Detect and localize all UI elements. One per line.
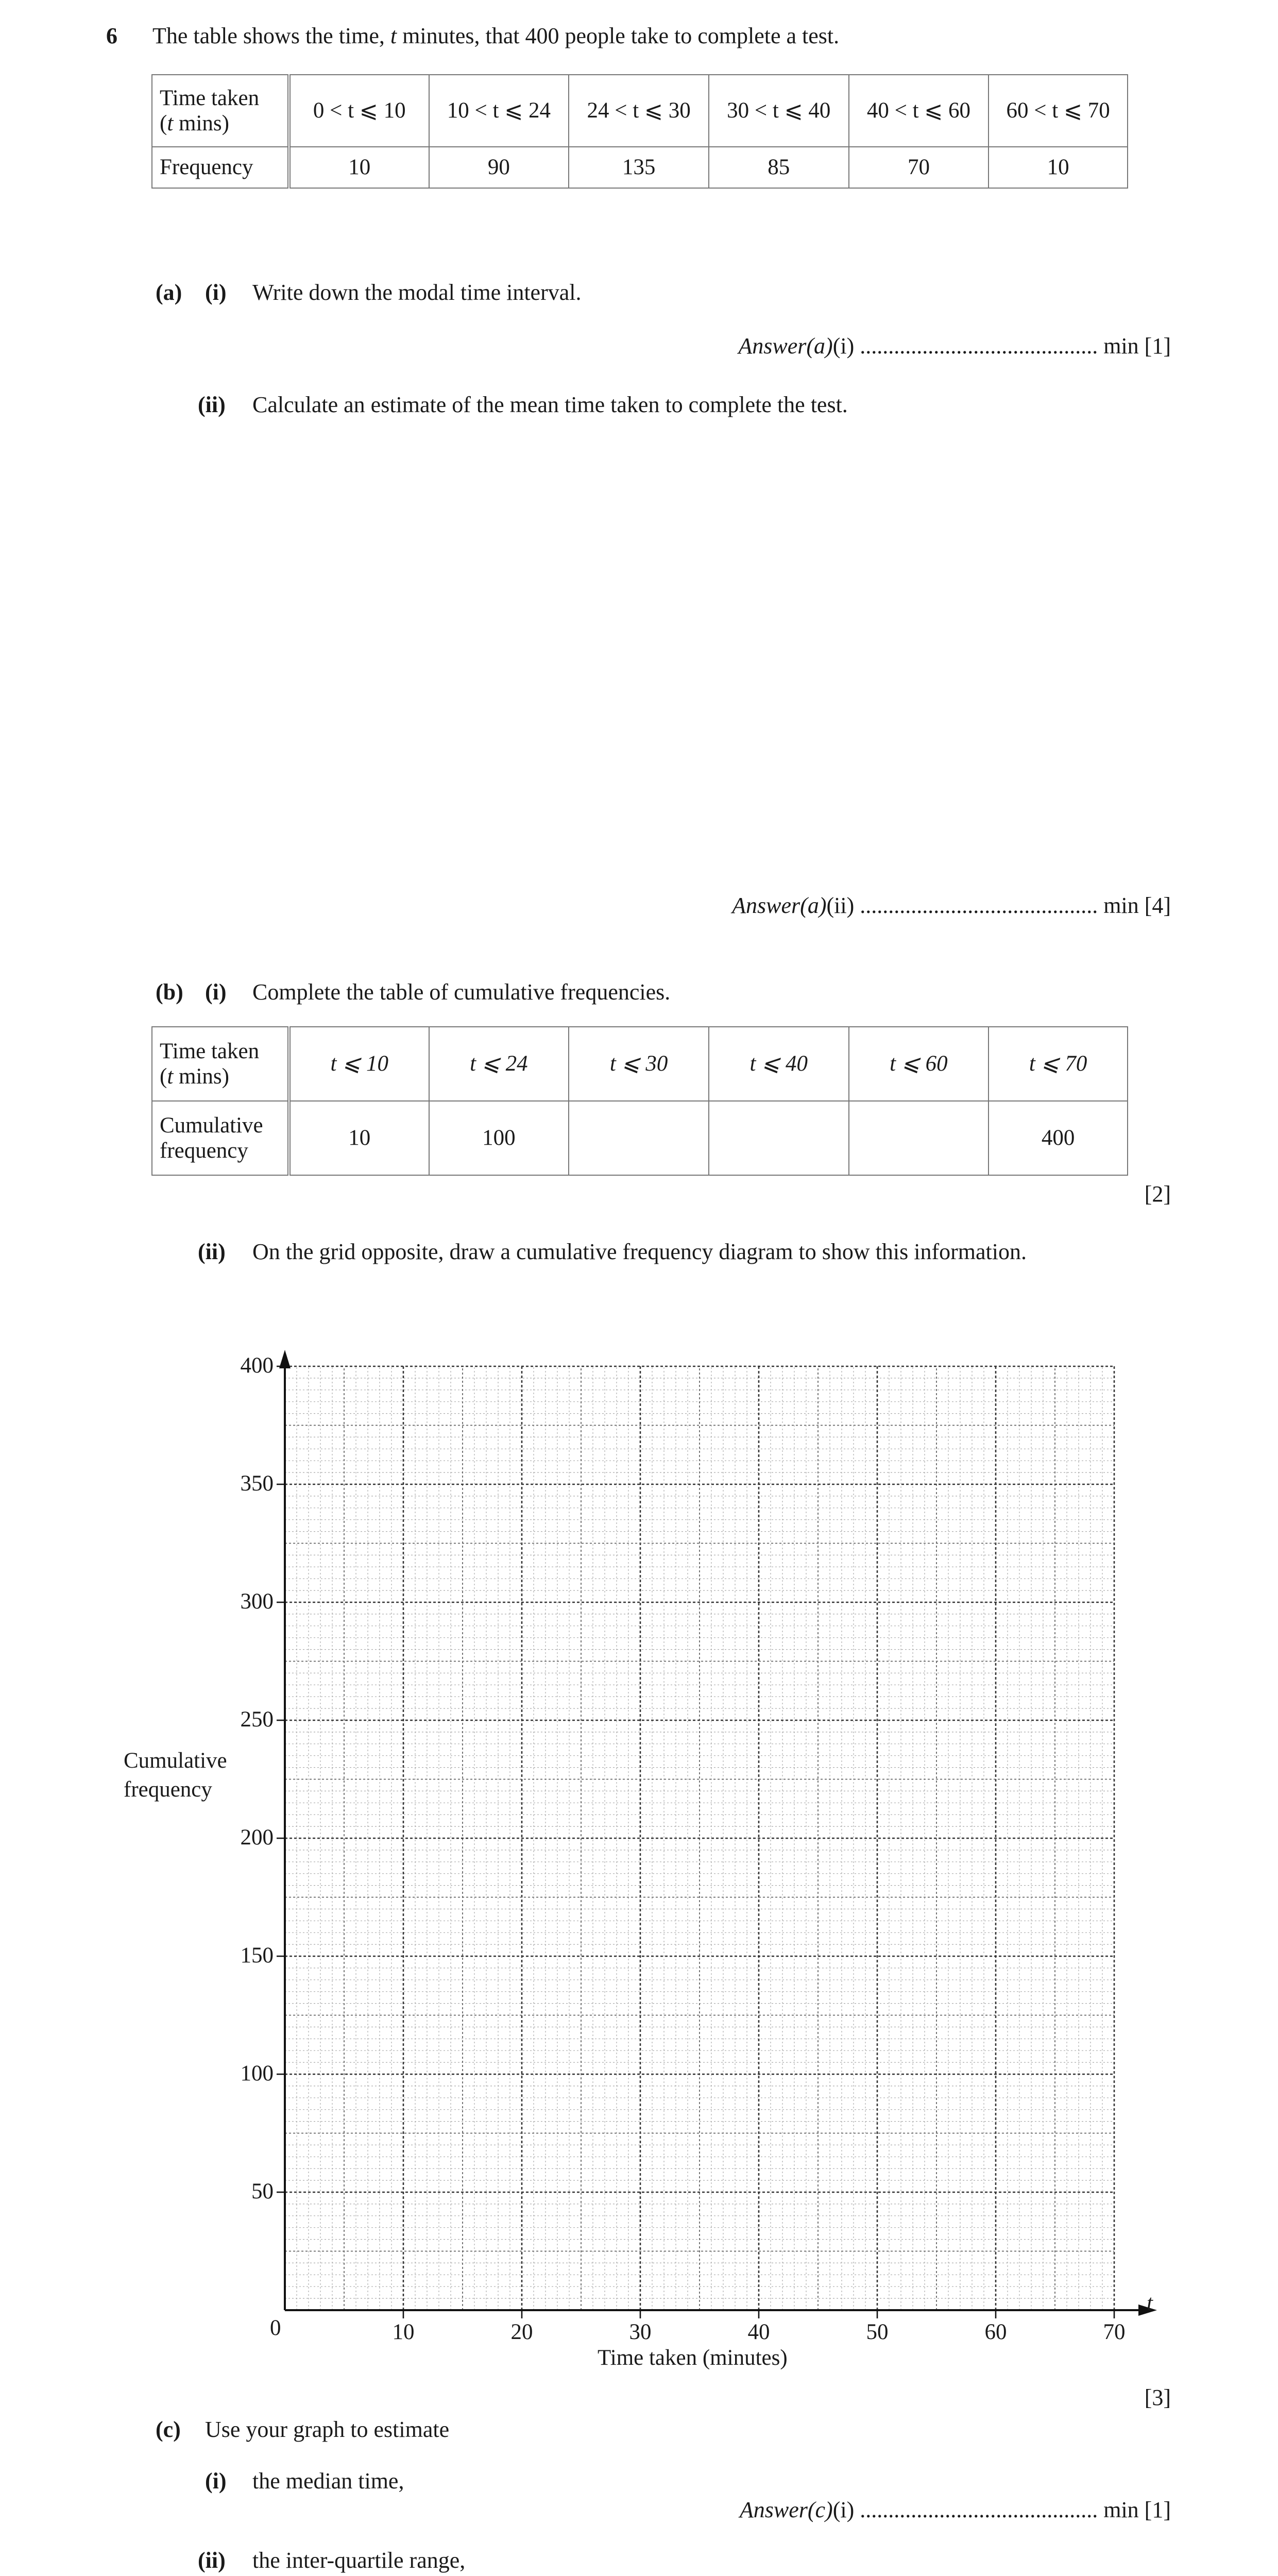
condition-cell: t ⩽ 40: [709, 1027, 849, 1101]
frequency-cell: 85: [709, 147, 849, 188]
interval-cell: 24 < t ⩽ 30: [569, 75, 709, 147]
x-tick-label: 70: [1103, 2320, 1126, 2344]
x-tick-label: 50: [866, 2320, 889, 2344]
interval-cell: 30 < t ⩽ 40: [709, 75, 849, 147]
origin-label: 0: [270, 2316, 281, 2340]
y-tick-label: 250: [240, 1707, 274, 1732]
y-tick-label: 400: [240, 1353, 274, 1378]
header-label-line1: Time taken: [160, 1039, 260, 1063]
frequency-cell: 10: [289, 147, 429, 188]
marks-b-i: [2]: [1144, 1181, 1171, 1207]
interval-cell: 10 < t ⩽ 24: [429, 75, 569, 147]
y-tick-label: 100: [240, 2061, 274, 2086]
y-axis-label-line1: Cumulative: [124, 1749, 227, 1773]
intro-text-2: minutes, that 400 people take to complete a test.: [397, 23, 840, 48]
part-c-label: (c): [156, 2417, 181, 2442]
part-b-ii-text: On the grid opposite, draw a cumulative frequency diagram to show this information.: [252, 1239, 1027, 1264]
part-c-ii-text: the inter-quartile range,: [252, 2548, 466, 2573]
y-axis-label-line2: frequency: [124, 1777, 212, 1802]
interval-cell: 40 < t ⩽ 60: [849, 75, 989, 147]
mins: mins): [173, 1064, 229, 1089]
var-t: t: [167, 111, 174, 135]
answer-suffix: (ii) .......................................... min [4]: [826, 893, 1171, 918]
part-c-ii-label: (ii): [198, 2548, 226, 2573]
row-label-line1: Cumulative: [160, 1113, 263, 1138]
row-label: Frequency: [152, 147, 289, 188]
part-b-i-text: Complete the table of cumulative frequencies.: [252, 979, 671, 1005]
answer-prefix: Answer(a): [732, 893, 827, 918]
y-tick-label: 150: [240, 1943, 274, 1968]
x-tick-label: 20: [510, 2320, 533, 2344]
answer-c-i[interactable]: [740, 2497, 1171, 2523]
answer-suffix: (i) .......................................... min [1]: [832, 333, 1171, 359]
question-number: 6: [106, 23, 117, 48]
part-c-i-label: (i): [205, 2468, 227, 2494]
intro-var: t: [390, 23, 397, 48]
answer-prefix: Answer(c): [739, 2497, 833, 2522]
part-a-ii-label: (ii): [198, 392, 226, 417]
part-b-i-label: (i): [205, 979, 227, 1005]
answer-prefix: Answer(a): [738, 333, 833, 359]
y-tick-label: 300: [240, 1589, 274, 1614]
condition-cell: t ⩽ 60: [849, 1027, 989, 1101]
x-tick-label: 30: [629, 2320, 652, 2344]
y-axis-arrow-icon: [279, 1350, 291, 1368]
graph-marks: [3]: [1144, 2385, 1171, 2410]
cumulative-cell: 400: [989, 1101, 1128, 1175]
condition-cell: t ⩽ 70: [989, 1027, 1128, 1101]
frequency-cell: 135: [569, 147, 709, 188]
y-axis-label: [124, 1747, 227, 1804]
var-t: t: [167, 1064, 174, 1089]
part-b-label: (b): [156, 979, 183, 1005]
condition-cell: t ⩽ 30: [569, 1027, 709, 1101]
row-label-line2: frequency: [160, 1139, 248, 1163]
interval-cell: 60 < t ⩽ 70: [989, 75, 1128, 147]
mins: mins): [173, 111, 229, 135]
x-tick-label: 40: [747, 2320, 770, 2344]
answer-suffix: (i) .......................................... min [1]: [832, 2497, 1171, 2522]
part-b-ii-label: (ii): [198, 1239, 226, 1264]
frequency-cell: 70: [849, 147, 989, 188]
interval-cell: 0 < t ⩽ 10: [289, 75, 429, 147]
major-gridlines: [277, 1366, 1114, 2318]
x-axis-label: Time taken (minutes): [598, 2346, 788, 2370]
part-a-label: (a): [156, 280, 182, 305]
part-c-intro: Use your graph to estimate: [205, 2417, 450, 2442]
frequency-cell: 90: [429, 147, 569, 188]
paren: (: [160, 1064, 167, 1089]
part-a-i-label: (i): [205, 280, 227, 305]
part-a-ii-text: Calculate an estimate of the mean time taken to complete the test.: [252, 392, 848, 417]
x-tick-label: 10: [392, 2320, 415, 2344]
paren: (: [160, 111, 167, 135]
cumulative-cell: 100: [429, 1101, 569, 1175]
cumulative-cell: 10: [289, 1101, 429, 1175]
y-tick-label: 200: [240, 1825, 274, 1850]
part-c-i-text: the median time,: [252, 2468, 404, 2494]
condition-cell: t ⩽ 24: [429, 1027, 569, 1101]
condition-cell: t ⩽ 10: [289, 1027, 429, 1101]
frequency-cell: 10: [989, 147, 1128, 188]
x-axis-variable: t: [1147, 2291, 1153, 2315]
y-tick-label: 350: [240, 1471, 274, 1496]
part-a-i-text: Write down the modal time interval.: [252, 280, 582, 305]
header-label-line1: Time taken: [160, 86, 260, 110]
intro-text-1: The table shows the time,: [152, 23, 390, 48]
x-tick-label: 60: [984, 2320, 1007, 2344]
y-tick-label: 50: [251, 2179, 274, 2204]
